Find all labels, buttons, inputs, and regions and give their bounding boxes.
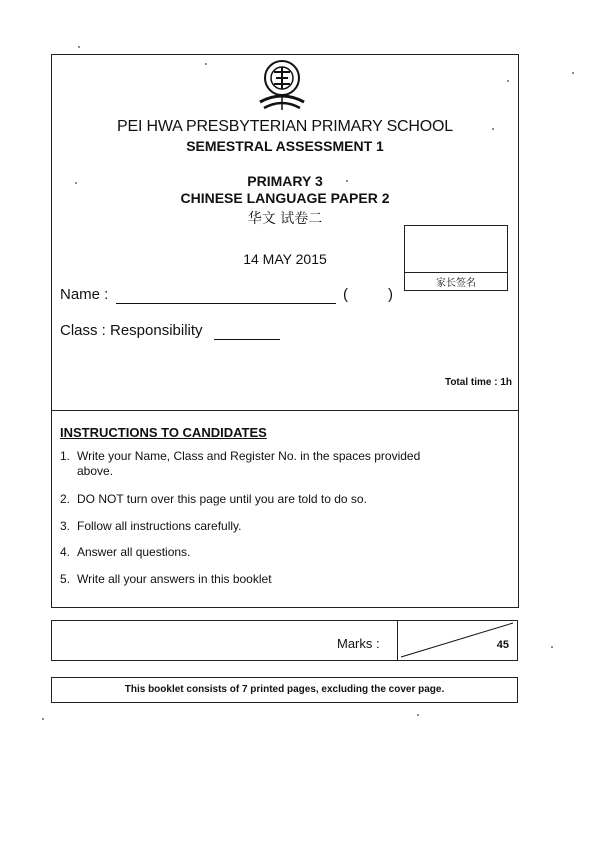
instruction-text: Follow all instructions carefully. xyxy=(77,519,242,533)
scan-speck xyxy=(572,72,574,74)
assessment-title: SEMESTRAL ASSESSMENT 1 xyxy=(186,138,384,154)
instruction-number: 3. xyxy=(60,519,71,533)
instruction-text: Answer all questions. xyxy=(77,545,191,559)
marks-label: Marks : xyxy=(337,636,380,651)
instruction-number: 2. xyxy=(60,492,71,506)
marks-box xyxy=(51,620,518,661)
paper-title: CHINESE LANGUAGE PAPER 2 xyxy=(180,190,390,206)
scan-speck xyxy=(551,646,553,648)
parent-signature-box[interactable] xyxy=(404,225,508,291)
class-label: Class : Responsibility xyxy=(60,322,203,339)
instruction-number: 1. xyxy=(60,449,71,463)
scan-speck xyxy=(417,714,419,716)
school-name: PEI HWA PRESBYTERIAN PRIMARY SCHOOL xyxy=(117,118,453,135)
school-crest-icon xyxy=(256,58,308,116)
instruction-item xyxy=(60,572,480,587)
scan-speck xyxy=(492,128,494,130)
class-field[interactable] xyxy=(214,339,280,340)
level-title: PRIMARY 3 xyxy=(247,173,323,189)
instruction-text-continued: above. xyxy=(77,464,114,478)
instruction-number: 5. xyxy=(60,572,71,586)
paper-title-chinese: 华文 试卷二 xyxy=(247,211,323,227)
instruction-item xyxy=(60,492,480,507)
marks-total: 45 xyxy=(496,639,509,651)
section-divider xyxy=(52,410,518,411)
instruction-text: DO NOT turn over this page until you are told to do so. xyxy=(77,492,367,506)
instructions-title: INSTRUCTIONS TO CANDIDATES xyxy=(60,425,267,440)
instruction-number: 4. xyxy=(60,545,71,559)
scan-speck xyxy=(75,182,77,184)
scan-speck xyxy=(507,80,509,82)
exam-date: 14 MAY 2015 xyxy=(243,251,327,267)
page-count-note: This booklet consists of 7 printed pages, excluding the cover page. xyxy=(51,677,518,703)
name-field[interactable] xyxy=(116,303,336,304)
instruction-item xyxy=(60,545,480,560)
instruction-text: Write all your answers in this booklet xyxy=(77,572,272,586)
register-number-field[interactable] xyxy=(343,286,393,303)
instruction-item xyxy=(60,449,480,479)
scan-speck xyxy=(346,180,348,182)
scan-speck xyxy=(78,46,80,48)
paren-open: ( xyxy=(343,286,348,303)
scan-speck xyxy=(205,63,207,65)
instruction-item xyxy=(60,519,480,534)
instruction-text: Write your Name, Class and Register No. in the spaces provided xyxy=(77,449,421,463)
paren-close: ) xyxy=(388,286,393,303)
signature-label: 家长签名 xyxy=(436,278,476,289)
signature-box-divider xyxy=(405,272,507,273)
scan-speck xyxy=(42,718,44,720)
total-time: Total time : 1h xyxy=(444,377,512,388)
name-label: Name : xyxy=(60,286,109,303)
